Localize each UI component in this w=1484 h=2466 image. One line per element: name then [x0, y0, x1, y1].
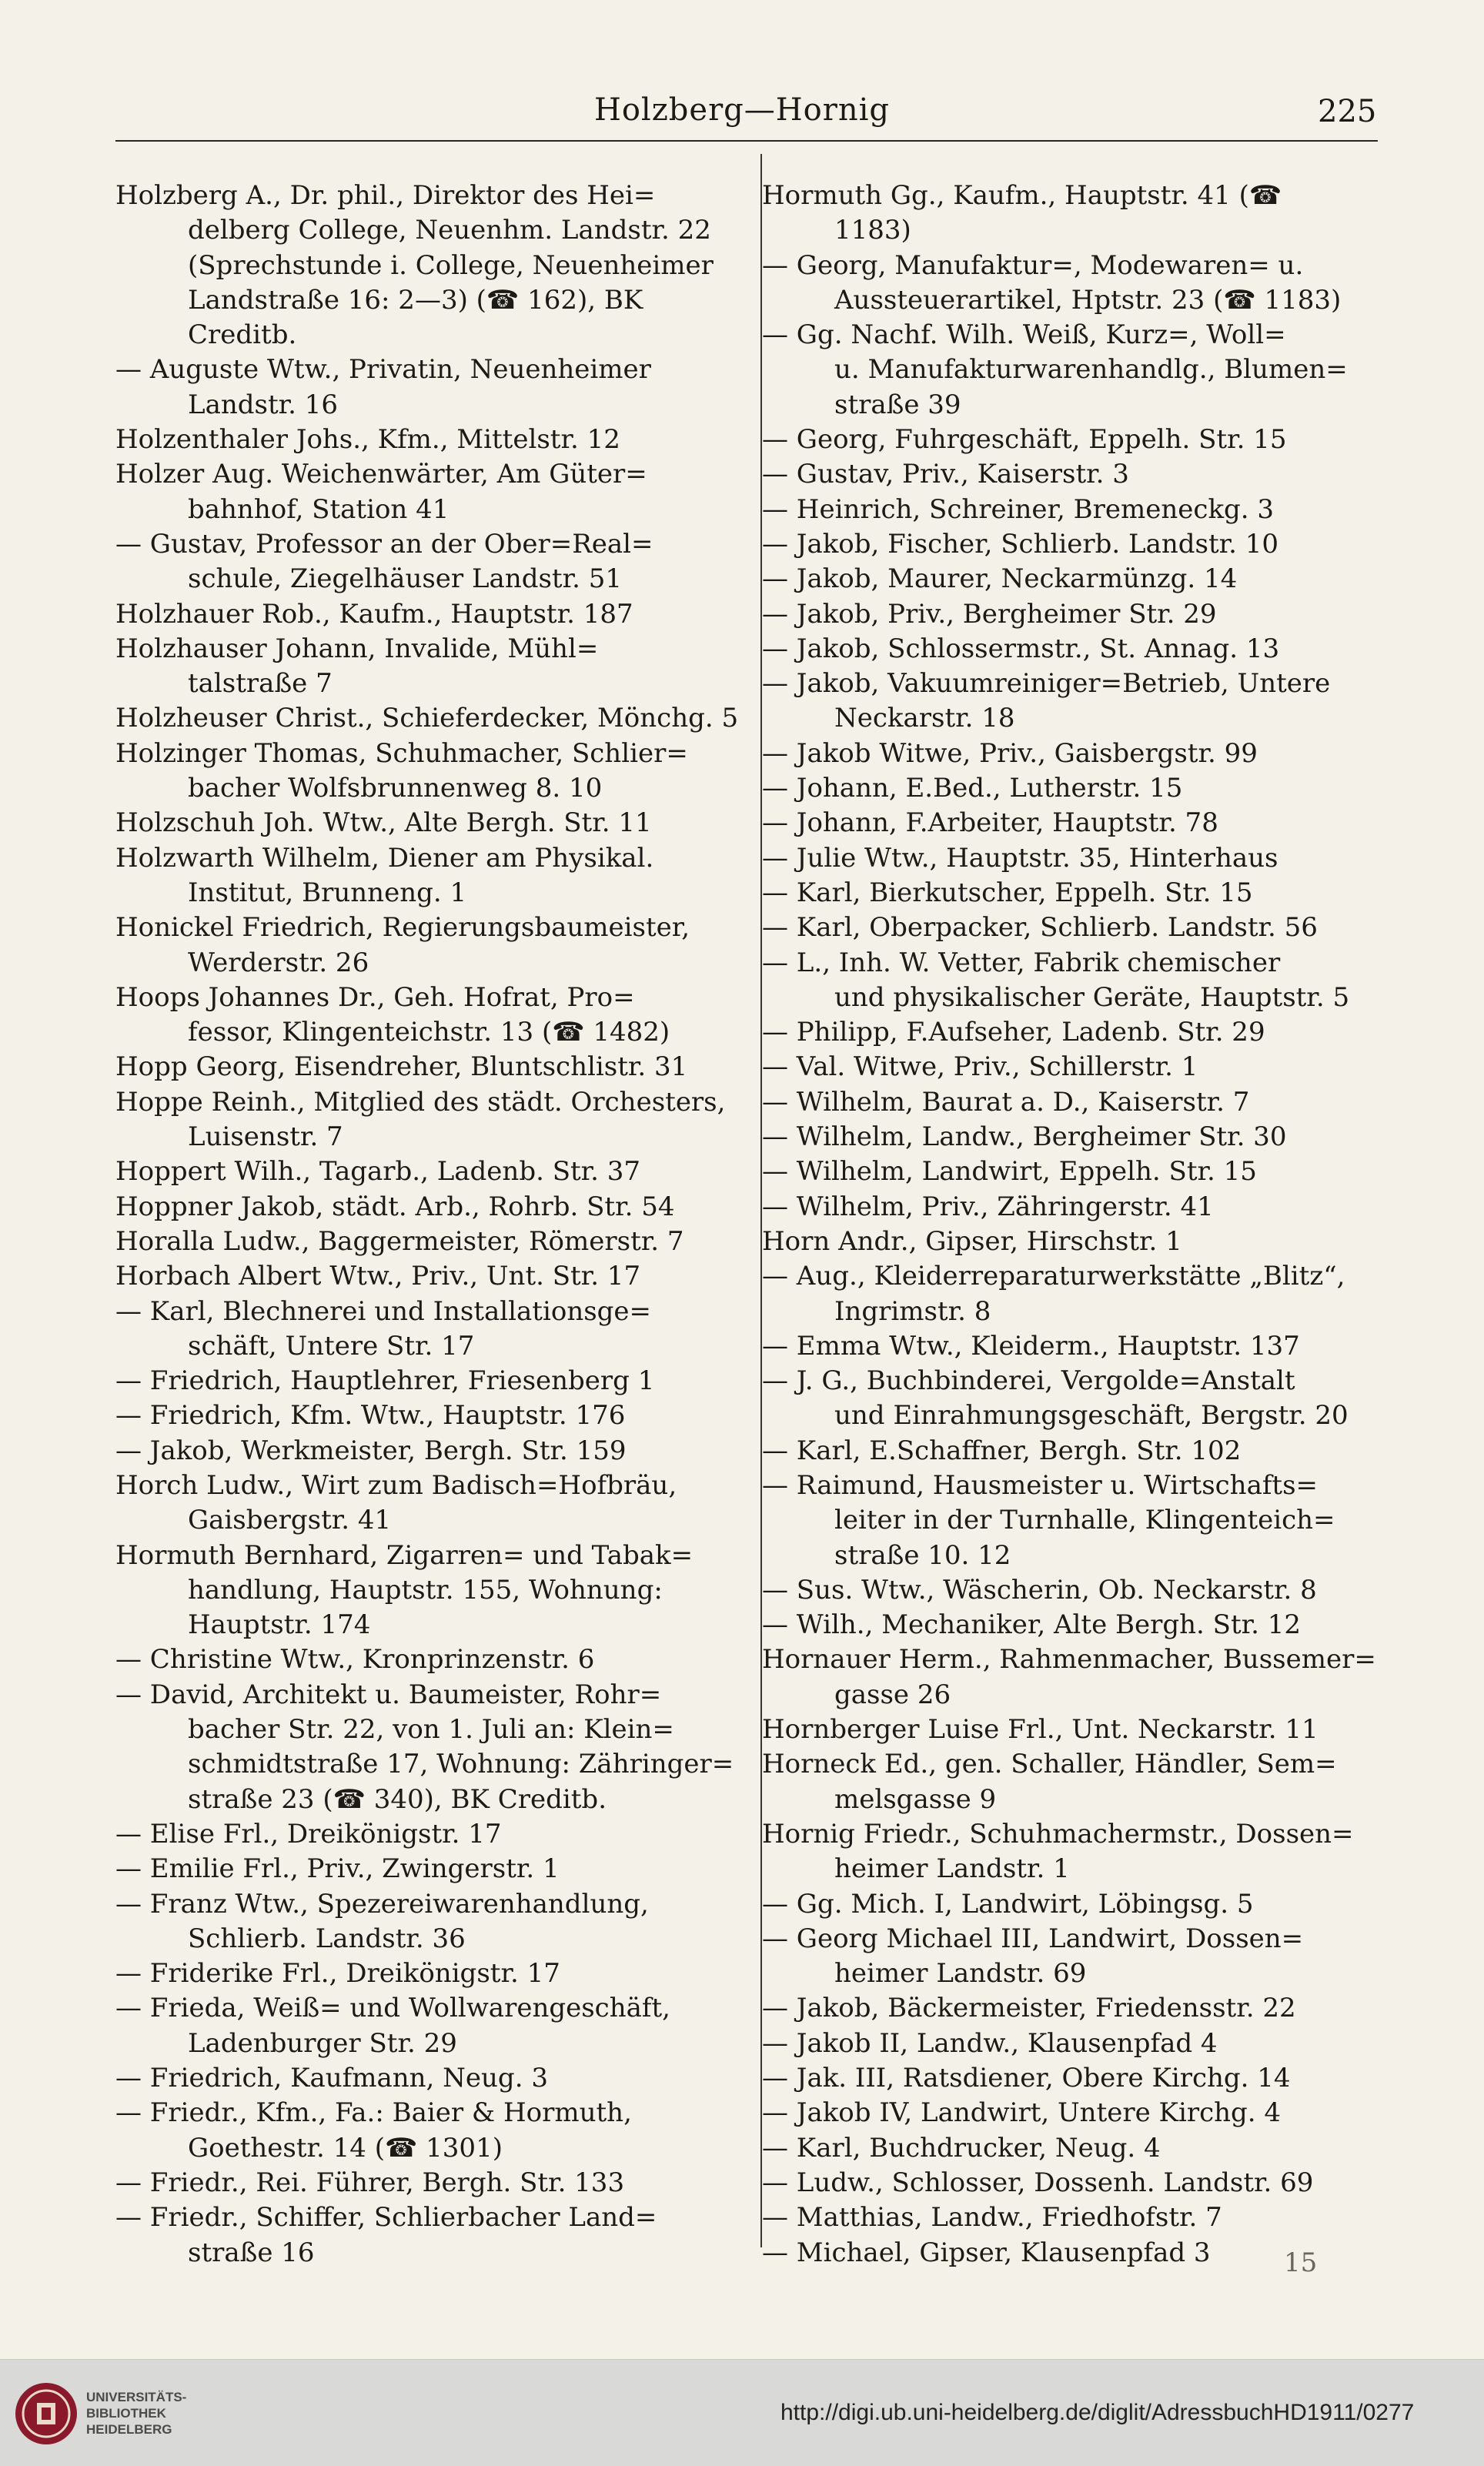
entry-line: — Wilhelm, Landwirt, Eppelh. Str. 15 [762, 1156, 1257, 1188]
directory-entry [762, 249, 1382, 319]
directory-entry [115, 1956, 747, 1991]
directory-entry [115, 981, 747, 1051]
entry-continuation-line: straße 10. 12 [834, 1539, 1011, 1571]
entry-line: — Karl, Bierkutscher, Eppelh. Str. 15 [762, 877, 1253, 908]
entry-line: — Raimund, Hausmeister u. Wirtschafts= [762, 1469, 1319, 1501]
directory-entry [762, 771, 1382, 806]
directory-entry [115, 911, 747, 981]
entry-line: Holzwarth Wilhelm, Diener am Physikal. [115, 842, 654, 874]
entry-line: Holzenthaler Johs., Kfm., Mittelstr. 12 [115, 424, 620, 456]
page-header-title: Holzberg—Hornig [593, 92, 891, 128]
entry-continuation-line: und physikalischer Geräte, Hauptstr. 5 [834, 981, 1350, 1013]
entry-line: — Georg, Manufaktur=, Modewaren= u. [762, 249, 1304, 281]
directory-entry [115, 2166, 747, 2200]
entry-line: — Friedr., Rei. Führer, Bergh. Str. 133 [115, 2167, 625, 2198]
entry-line: — Friedrich, Kaufmann, Neug. 3 [115, 2063, 548, 2094]
entry-continuation-line: Ingrimstr. 8 [834, 1295, 991, 1327]
entry-line: — Karl, Blechnerei und Installationsge= [115, 1295, 652, 1327]
entry-continuation-line: Landstr. 16 [188, 389, 339, 420]
entry-line: — L., Inh. W. Vetter, Fabrik chemischer [762, 947, 1281, 978]
entry-line: — Jakob Witwe, Priv., Gaisbergstr. 99 [762, 737, 1258, 769]
signature-mark: 15 [1284, 2247, 1318, 2278]
directory-entry [762, 946, 1382, 1016]
entry-line: — Aug., Kleiderreparaturwerkstätte „Blitz“, [762, 1261, 1345, 1292]
entry-line: — Elise Frl., Dreikönigstr. 17 [115, 1818, 502, 1850]
directory-entry [115, 1085, 747, 1155]
entry-line: Holzschuh Joh. Wtw., Alte Bergh. Str. 11 [115, 807, 652, 839]
entry-line: — Wilhelm, Priv., Zähringerstr. 41 [762, 1191, 1214, 1222]
entry-continuation-line: handlung, Hauptstr. 155, Wohnung: [188, 1574, 663, 1606]
entry-continuation-line: u. Manufakturwarenhandlg., Blumen= [834, 354, 1348, 386]
directory-entry [115, 1678, 747, 1817]
entry-line: Holzinger Thomas, Schuhmacher, Schlier= [115, 737, 688, 769]
entry-continuation-line: talstraße 7 [188, 668, 333, 700]
directory-entry [762, 2061, 1382, 2096]
entry-line: Holzhauser Johann, Invalide, Mühl= [115, 633, 599, 664]
entry-continuation-line: schule, Ziegelhäuser Landstr. 51 [188, 563, 622, 595]
footer-bar [0, 2359, 1484, 2466]
entry-line: — Jakob, Fischer, Schlierb. Landstr. 10 [762, 528, 1279, 560]
entry-line: Hornauer Herm., Rahmenmacher, Bussemer= [762, 1644, 1376, 1676]
directory-entry [115, 1259, 747, 1294]
directory-entry [115, 1852, 747, 1886]
entry-line: — Franz Wtw., Spezereiwarenhandlung, [115, 1888, 649, 1920]
entry-line: — Gustav, Priv., Kaiserstr. 3 [762, 459, 1129, 490]
directory-entry [115, 1225, 747, 1259]
entry-line: — Jakob, Priv., Bergheimer Str. 29 [762, 598, 1217, 630]
directory-entry [762, 841, 1382, 876]
entry-continuation-line: 1183) [834, 215, 911, 246]
entry-continuation-line: bacher Wolfsbrunnenweg 8. 10 [188, 773, 603, 804]
entry-line: — Georg, Fuhrgeschäft, Eppelh. Str. 15 [762, 424, 1287, 456]
directory-entry [762, 911, 1382, 945]
entry-line: Honickel Friedrich, Regierungsbaumeister, [115, 912, 690, 944]
entry-line: — Julie Wtw., Hauptstr. 35, Hinterhaus [762, 842, 1278, 874]
entry-continuation-line: heimer Landstr. 69 [834, 1958, 1087, 1990]
directory-entry [115, 2096, 747, 2166]
directory-entry [762, 597, 1382, 632]
entry-line: Hormuth Bernhard, Zigarren= und Tabak= [115, 1539, 694, 1571]
entry-line: — Matthias, Landw., Friedhofstr. 7 [762, 2202, 1222, 2234]
entry-continuation-line: straße 23 (☎ 340), BK Creditb. [188, 1783, 607, 1815]
directory-entry [762, 737, 1382, 771]
entry-line: — Auguste Wtw., Privatin, Neuenheimer [115, 354, 651, 386]
entry-line: — Karl, Oberpacker, Schlierb. Landstr. 56 [762, 912, 1318, 944]
entry-line: — Jakob, Schlossermstr., St. Annag. 13 [762, 633, 1280, 664]
directory-entry [115, 1434, 747, 1469]
directory-entry [762, 2166, 1382, 2200]
entry-line: — Jakob, Werkmeister, Bergh. Str. 159 [115, 1435, 627, 1466]
entry-line: — Wilh., Mechaniker, Alte Bergh. Str. 12 [762, 1609, 1302, 1641]
directory-entry [762, 423, 1382, 457]
entry-line: — Gustav, Professor an der Ober=Real= [115, 528, 653, 560]
entry-line: — Christine Wtw., Kronprinzenstr. 6 [115, 1644, 595, 1676]
directory-entry [115, 457, 747, 527]
directory-entry [115, 423, 747, 457]
entry-line: Horn Andr., Gipser, Hirschstr. 1 [762, 1225, 1182, 1257]
entry-continuation-line: gasse 26 [834, 1679, 951, 1710]
directory-entry [762, 1120, 1382, 1154]
source-url-link[interactable]: http://digi.ub.uni-heidelberg.de/diglit/AdressbuchHD1911/0277 [780, 2400, 1415, 2425]
entry-line: — Jakob, Bäckermeister, Friedensstr. 22 [762, 1993, 1296, 2024]
entry-continuation-line: Creditb. [188, 319, 297, 351]
entry-continuation-line: fessor, Klingenteichstr. 13 (☎ 1482) [188, 1017, 670, 1048]
entry-line: Hoppert Wilh., Tagarb., Ladenb. Str. 37 [115, 1156, 641, 1188]
library-logo-text [86, 2389, 186, 2438]
entry-continuation-line: Ladenburger Str. 29 [188, 2027, 457, 2059]
directory-entry [115, 1295, 747, 1365]
directory-entry [115, 527, 747, 597]
directory-entry [762, 2027, 1382, 2061]
directory-entry [762, 562, 1382, 596]
directory-entry [115, 1469, 747, 1539]
entry-line: Horalla Ludw., Baggermeister, Römerstr. 7 [115, 1225, 684, 1257]
entry-line: — Wilhelm, Baurat a. D., Kaiserstr. 7 [762, 1086, 1250, 1118]
entry-continuation-line: Institut, Brunneng. 1 [188, 877, 467, 908]
entry-line: Holzberg A., Dr. phil., Direktor des Hei= [115, 180, 656, 211]
logo-text-line-3: HEIDELBERG [86, 2422, 172, 2437]
directory-entry [762, 1085, 1382, 1120]
entry-line: — Karl, E.Schaffner, Bergh. Str. 102 [762, 1435, 1242, 1466]
entry-continuation-line: Hauptstr. 174 [188, 1609, 371, 1641]
directory-entry [115, 737, 747, 807]
entry-line: — Friderike Frl., Dreikönigstr. 17 [115, 1958, 560, 1990]
entry-line: — Wilhelm, Landw., Bergheimer Str. 30 [762, 1121, 1287, 1153]
entry-line: Holzer Aug. Weichenwärter, Am Güter= [115, 459, 647, 490]
library-logo-icon [14, 2381, 79, 2446]
directory-entry [115, 632, 747, 702]
directory-entry [762, 1154, 1382, 1189]
entry-line: Holzhauer Rob., Kaufm., Hauptstr. 187 [115, 598, 633, 630]
entry-continuation-line: Gaisbergstr. 41 [188, 1505, 392, 1536]
directory-entry [115, 1364, 747, 1398]
directory-entry [762, 1922, 1382, 1992]
entry-line: — Val. Witwe, Priv., Schillerstr. 1 [762, 1051, 1198, 1083]
directory-entry [115, 1817, 747, 1852]
directory-entry [115, 701, 747, 736]
directory-entry [115, 841, 747, 911]
directory-entry [762, 1225, 1382, 1259]
entry-line: — Karl, Buchdrucker, Neug. 4 [762, 2132, 1161, 2164]
directory-entry [762, 318, 1382, 423]
directory-entry [115, 1190, 747, 1225]
entry-line: Hoops Johannes Dr., Geh. Hofrat, Pro= [115, 981, 635, 1013]
directory-entry [762, 1364, 1382, 1434]
logo-text-line-2: BIBLIOTHEK [86, 2406, 166, 2421]
directory-entry [762, 1887, 1382, 1922]
header-rule [115, 140, 1378, 142]
directory-entry [115, 179, 747, 353]
entry-line: — J. G., Buchbinderei, Vergolde=Anstalt [762, 1365, 1295, 1397]
directory-entry [115, 1642, 747, 1677]
directory-entry [762, 1817, 1382, 1887]
directory-entry [115, 806, 747, 840]
directory-entry [115, 353, 747, 423]
entry-line: — Jakob, Maurer, Neckarmünzg. 14 [762, 563, 1238, 595]
directory-entry [762, 1329, 1382, 1364]
entry-line: — Johann, E.Bed., Lutherstr. 15 [762, 773, 1183, 804]
entry-continuation-line: Aussteuerartikel, Hptstr. 23 (☎ 1183) [834, 284, 1342, 316]
entry-line: — Friedrich, Hauptlehrer, Friesenberg 1 [115, 1365, 655, 1397]
directory-entry [762, 1608, 1382, 1642]
logo-text-line-1: UNIVERSITÄTS- [86, 2390, 187, 2404]
entry-continuation-line: heimer Landstr. 1 [834, 1853, 1070, 1885]
entry-line: — David, Architekt u. Baumeister, Rohr= [115, 1679, 662, 1710]
entry-line: Hoppe Reinh., Mitglied des städt. Orchesters, [115, 1086, 726, 1118]
entry-line: Holzheuser Christ., Schieferdecker, Mönchg. 5 [115, 703, 739, 734]
directory-entry [762, 1259, 1382, 1329]
directory-entry [762, 493, 1382, 527]
entry-continuation-line: schäft, Untere Str. 17 [188, 1330, 475, 1362]
entry-line: — Georg Michael III, Landwirt, Dossen= [762, 1923, 1304, 1954]
directory-entry [115, 1154, 747, 1189]
entry-continuation-line: straße 39 [834, 389, 961, 420]
entry-line: Hormuth Gg., Kaufm., Hauptstr. 41 (☎ [762, 180, 1282, 211]
left-column [115, 179, 747, 2271]
entry-line: — Sus. Wtw., Wäscherin, Ob. Neckarstr. 8 [762, 1574, 1317, 1606]
entry-line: — Johann, F.Arbeiter, Hauptstr. 78 [762, 807, 1218, 839]
entry-line: Hornberger Luise Frl., Unt. Neckarstr. 11 [762, 1714, 1319, 1746]
directory-entry [762, 876, 1382, 911]
entry-continuation-line: bacher Str. 22, von 1. Juli an: Klein= [188, 1714, 674, 1746]
directory-entry [762, 1434, 1382, 1469]
entry-continuation-line: Goethestr. 14 (☎ 1301) [188, 2132, 503, 2164]
entry-line: — Gg. Mich. I, Landwirt, Löbingsg. 5 [762, 1888, 1254, 1920]
entry-continuation-line: (Sprechstunde i. College, Neuenheimer [188, 249, 714, 281]
directory-entry [762, 1050, 1382, 1084]
directory-entry [115, 1887, 747, 1957]
entry-line: — Emma Wtw., Kleiderm., Hauptstr. 137 [762, 1330, 1300, 1362]
entry-line: — Heinrich, Schreiner, Bremeneckg. 3 [762, 493, 1275, 525]
entry-line: — Philipp, F.Aufseher, Ladenb. Str. 29 [762, 1017, 1265, 1048]
entry-line: Horneck Ed., gen. Schaller, Händler, Sem= [762, 1749, 1337, 1780]
entry-line: — Jakob IV, Landwirt, Untere Kirchg. 4 [762, 2097, 1282, 2129]
directory-entry [115, 1050, 747, 1084]
directory-entry [762, 632, 1382, 667]
entry-continuation-line: Schlierb. Landstr. 36 [188, 1923, 466, 1954]
entry-line: Hopp Georg, Eisendreher, Bluntschlistr. 31 [115, 1051, 688, 1083]
entry-continuation-line: schmidtstraße 17, Wohnung: Zähringer= [188, 1749, 734, 1780]
entry-continuation-line: delberg College, Neuenhm. Landstr. 22 [188, 215, 711, 246]
directory-entry [762, 457, 1382, 492]
entry-continuation-line: Landstraße 16: 2—3) (☎ 162), BK [188, 284, 643, 316]
directory-entry [762, 2131, 1382, 2166]
directory-entry [762, 2200, 1382, 2235]
entry-line: — Friedrich, Kfm. Wtw., Hauptstr. 176 [115, 1400, 626, 1432]
directory-entry [115, 1398, 747, 1433]
entry-line: Hornig Friedr., Schuhmachermstr., Dossen= [762, 1818, 1354, 1850]
entry-line: — Jakob II, Landw., Klausenpfad 4 [762, 2027, 1218, 2059]
entry-continuation-line: leiter in der Turnhalle, Klingenteich= [834, 1505, 1335, 1536]
entry-continuation-line: melsgasse 9 [834, 1783, 997, 1815]
directory-entry [762, 527, 1382, 562]
entry-continuation-line: Luisenstr. 7 [188, 1121, 343, 1153]
page-number: 225 [1318, 94, 1377, 129]
directory-entry [762, 2096, 1382, 2130]
entry-line: — Michael, Gipser, Klausenpfad 3 [762, 2237, 1211, 2268]
directory-entry [762, 1573, 1382, 1608]
entry-line: — Jakob, Vakuumreiniger=Betrieb, Untere [762, 668, 1331, 700]
directory-entry [115, 597, 747, 632]
directory-entry [762, 1712, 1382, 1747]
entry-line: Hoppner Jakob, städt. Arb., Rohrb. Str. 54 [115, 1191, 675, 1222]
entry-continuation-line: Werderstr. 26 [188, 947, 369, 978]
entry-line: Horch Ludw., Wirt zum Badisch=Hofbräu, [115, 1469, 677, 1501]
entry-continuation-line: Neckarstr. 18 [834, 703, 1015, 734]
directory-entry [115, 2061, 747, 2096]
entry-line: — Gg. Nachf. Wilh. Weiß, Kurz=, Woll= [762, 319, 1286, 351]
directory-entry [762, 179, 1382, 249]
entry-line: Horbach Albert Wtw., Priv., Unt. Str. 17 [115, 1261, 641, 1292]
entry-continuation-line: straße 16 [188, 2237, 315, 2268]
directory-entry [115, 1991, 747, 2061]
entry-line: — Frieda, Weiß= und Wollwarengeschäft, [115, 1993, 670, 2024]
directory-entry [115, 2200, 747, 2271]
directory-entry [762, 806, 1382, 840]
directory-entry [762, 1190, 1382, 1225]
directory-entry [762, 1991, 1382, 2026]
entry-line: — Friedr., Kfm., Fa.: Baier & Hormuth, [115, 2097, 632, 2129]
directory-entry [115, 1539, 747, 1643]
directory-entry [762, 1469, 1382, 1573]
directory-entry [762, 667, 1382, 737]
directory-entry [762, 1642, 1382, 1712]
entry-line: — Jak. III, Ratsdiener, Obere Kirchg. 14 [762, 2063, 1291, 2094]
entry-continuation-line: bahnhof, Station 41 [188, 493, 450, 525]
right-column [762, 179, 1382, 2271]
entry-line: — Emilie Frl., Priv., Zwingerstr. 1 [115, 1853, 560, 1885]
entry-line: — Friedr., Schiffer, Schlierbacher Land= [115, 2202, 657, 2234]
directory-entry [762, 1747, 1382, 1817]
entry-continuation-line: und Einrahmungsgeschäft, Bergstr. 20 [834, 1400, 1349, 1432]
directory-entry [762, 1015, 1382, 1050]
entry-line: — Ludw., Schlosser, Dossenh. Landstr. 69 [762, 2167, 1314, 2198]
